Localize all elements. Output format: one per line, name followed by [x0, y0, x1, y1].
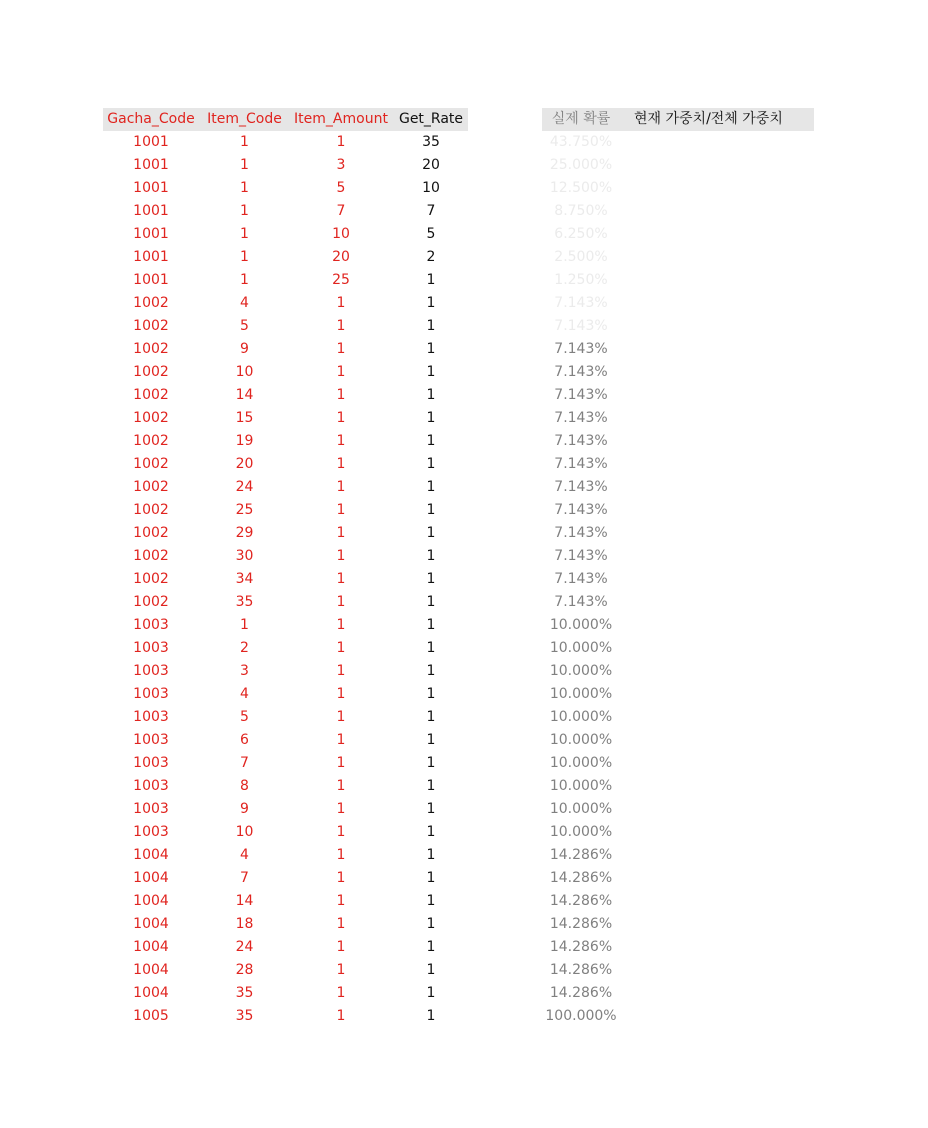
cell-item-code[interactable]: 35	[235, 985, 254, 1001]
table-row	[0, 752, 928, 775]
cell-item-amount[interactable]: 1	[336, 456, 346, 472]
cell-gacha-code[interactable]: 1001	[133, 134, 169, 150]
cell-item-amount[interactable]: 20	[332, 249, 350, 265]
cell-item-amount[interactable]: 1	[336, 571, 346, 587]
cell-item-code[interactable]: 1	[240, 272, 249, 288]
cell-item-code[interactable]: 9	[240, 801, 249, 817]
cell-real-probability[interactable]: 100.000%	[545, 1008, 617, 1024]
cell-item-code[interactable]: 35	[235, 1008, 254, 1024]
cell-item-amount[interactable]: 1	[336, 870, 346, 886]
table-row	[0, 499, 928, 522]
cell-item-amount[interactable]: 1	[336, 318, 346, 334]
table-row	[0, 867, 928, 890]
cell-real-probability[interactable]: 14.286%	[549, 847, 613, 863]
cell-get-rate[interactable]: 1	[426, 824, 436, 840]
cell-get-rate[interactable]: 1	[426, 571, 436, 587]
cell-real-probability[interactable]: 14.286%	[549, 870, 613, 886]
cell-item-amount[interactable]: 10	[332, 226, 350, 242]
header-gacha-code[interactable]: Gacha_Code	[107, 111, 195, 127]
cell-gacha-code[interactable]: 1001	[133, 157, 169, 173]
cell-real-probability[interactable]: 43.750%	[549, 134, 613, 150]
cell-item-code[interactable]: 8	[240, 778, 249, 794]
cell-real-probability[interactable]: 7.143%	[554, 341, 608, 357]
table-row	[0, 545, 928, 568]
cell-real-probability[interactable]: 14.286%	[549, 985, 613, 1001]
cell-real-probability[interactable]: 1.250%	[554, 272, 608, 288]
table-row	[0, 453, 928, 476]
cell-get-rate[interactable]: 1	[426, 893, 436, 909]
cell-item-amount[interactable]: 1	[336, 985, 346, 1001]
cell-gacha-code[interactable]: 1003	[133, 732, 169, 748]
cell-gacha-code[interactable]: 1002	[133, 295, 169, 311]
cell-gacha-code[interactable]: 1001	[133, 226, 169, 242]
cell-item-code[interactable]: 2	[240, 640, 249, 656]
cell-real-probability[interactable]: 10.000%	[549, 617, 613, 633]
cell-gacha-code[interactable]: 1004	[133, 962, 169, 978]
cell-get-rate[interactable]: 35	[422, 134, 440, 150]
cell-item-amount[interactable]: 1	[336, 847, 346, 863]
cell-get-rate[interactable]: 1	[426, 801, 436, 817]
cell-get-rate[interactable]: 1	[426, 341, 436, 357]
table-row	[0, 821, 928, 844]
table-row	[0, 775, 928, 798]
cell-item-amount[interactable]: 1	[336, 364, 346, 380]
cell-item-code[interactable]: 24	[235, 479, 254, 495]
table-row	[0, 269, 928, 292]
cell-gacha-code[interactable]: 1002	[133, 364, 169, 380]
cell-get-rate[interactable]: 1	[426, 870, 436, 886]
cell-get-rate[interactable]: 1	[426, 709, 436, 725]
cell-gacha-code[interactable]: 1001	[133, 249, 169, 265]
table-row	[0, 430, 928, 453]
cell-gacha-code[interactable]: 1003	[133, 778, 169, 794]
cell-real-probability[interactable]: 7.143%	[554, 295, 608, 311]
cell-gacha-code[interactable]: 1002	[133, 479, 169, 495]
cell-get-rate[interactable]: 1	[426, 962, 436, 978]
cell-item-code[interactable]: 30	[235, 548, 254, 564]
cell-real-probability[interactable]: 14.286%	[549, 916, 613, 932]
cell-get-rate[interactable]: 1	[426, 663, 436, 679]
cell-gacha-code[interactable]: 1002	[133, 594, 169, 610]
cell-item-amount[interactable]: 1	[336, 295, 346, 311]
table-row	[0, 246, 928, 269]
cell-item-amount[interactable]: 1	[336, 893, 346, 909]
cell-item-amount[interactable]: 1	[336, 916, 346, 932]
cell-item-amount[interactable]: 1	[336, 663, 346, 679]
cell-get-rate[interactable]: 1	[426, 640, 436, 656]
cell-real-probability[interactable]: 10.000%	[549, 778, 613, 794]
cell-real-probability[interactable]: 2.500%	[554, 249, 608, 265]
cell-item-code[interactable]: 28	[235, 962, 254, 978]
table-row	[0, 200, 928, 223]
cell-item-amount[interactable]: 1	[336, 962, 346, 978]
cell-get-rate[interactable]: 1	[426, 364, 436, 380]
cell-item-code[interactable]: 25	[235, 502, 254, 518]
table-row	[0, 223, 928, 246]
cell-item-amount[interactable]: 5	[336, 180, 346, 196]
table-row	[0, 936, 928, 959]
cell-item-code[interactable]: 6	[240, 732, 249, 748]
cell-item-code[interactable]: 5	[240, 318, 249, 334]
cell-gacha-code[interactable]: 1003	[133, 801, 169, 817]
cell-real-probability[interactable]: 14.286%	[549, 962, 613, 978]
cell-real-probability[interactable]: 7.143%	[554, 387, 608, 403]
cell-item-amount[interactable]: 1	[336, 525, 346, 541]
cell-item-code[interactable]: 10	[235, 824, 254, 840]
cell-item-code[interactable]: 20	[235, 456, 254, 472]
cell-item-code[interactable]: 7	[240, 755, 249, 771]
cell-real-probability[interactable]: 6.250%	[554, 226, 608, 242]
table-row	[0, 1005, 928, 1028]
cell-item-amount[interactable]: 1	[336, 778, 346, 794]
cell-item-amount[interactable]: 1	[336, 939, 346, 955]
cell-item-amount[interactable]: 1	[336, 755, 346, 771]
cell-item-code[interactable]: 1	[240, 157, 249, 173]
cell-gacha-code[interactable]: 1002	[133, 571, 169, 587]
cell-get-rate[interactable]: 1	[426, 318, 436, 334]
table-row	[0, 522, 928, 545]
cell-get-rate[interactable]: 1	[426, 548, 436, 564]
header-item-amount[interactable]: Item_Amount	[294, 111, 388, 127]
cell-item-amount[interactable]: 1	[336, 502, 346, 518]
cell-get-rate[interactable]: 2	[426, 249, 436, 265]
header-row	[0, 108, 928, 131]
cell-get-rate[interactable]: 1	[426, 410, 436, 426]
table-row	[0, 568, 928, 591]
cell-item-amount[interactable]: 1	[336, 410, 346, 426]
cell-real-probability[interactable]: 7.143%	[554, 318, 608, 334]
table-row	[0, 154, 928, 177]
cell-item-code[interactable]: 1	[240, 134, 249, 150]
cell-item-code[interactable]: 1	[240, 180, 249, 196]
cell-get-rate[interactable]: 1	[426, 916, 436, 932]
cell-item-code[interactable]: 18	[235, 916, 254, 932]
cell-real-probability[interactable]: 7.143%	[554, 594, 608, 610]
cell-gacha-code[interactable]: 1002	[133, 525, 169, 541]
cell-gacha-code[interactable]: 1002	[133, 318, 169, 334]
cell-real-probability[interactable]: 7.143%	[554, 410, 608, 426]
cell-get-rate[interactable]: 1	[426, 295, 436, 311]
cell-item-code[interactable]: 5	[240, 709, 249, 725]
cell-get-rate[interactable]: 5	[426, 226, 436, 242]
cell-item-code[interactable]: 1	[240, 249, 249, 265]
cell-gacha-code[interactable]: 1005	[133, 1008, 169, 1024]
cell-get-rate[interactable]: 1	[426, 525, 436, 541]
cell-item-code[interactable]: 1	[240, 617, 249, 633]
cell-real-probability[interactable]: 7.143%	[554, 571, 608, 587]
table-row	[0, 729, 928, 752]
cell-item-code[interactable]: 35	[235, 594, 254, 610]
cell-item-code[interactable]: 29	[235, 525, 254, 541]
cell-item-code[interactable]: 3	[240, 663, 249, 679]
table-row	[0, 361, 928, 384]
cell-item-code[interactable]: 9	[240, 341, 249, 357]
cell-gacha-code[interactable]: 1004	[133, 939, 169, 955]
table-row	[0, 706, 928, 729]
cell-item-amount[interactable]: 1	[336, 824, 346, 840]
table-row	[0, 614, 928, 637]
header-weight-ratio[interactable]: 현재 가중치/전체 가중치	[634, 111, 783, 127]
cell-real-probability[interactable]: 7.143%	[554, 433, 608, 449]
table-row	[0, 384, 928, 407]
cell-item-code[interactable]: 24	[235, 939, 254, 955]
cell-item-code[interactable]: 14	[235, 387, 254, 403]
cell-get-rate[interactable]: 1	[426, 617, 436, 633]
table-row	[0, 131, 928, 154]
cell-get-rate[interactable]: 1	[426, 847, 436, 863]
cell-gacha-code[interactable]: 1001	[133, 272, 169, 288]
cell-item-amount[interactable]: 1	[336, 341, 346, 357]
cell-item-amount[interactable]: 25	[332, 272, 350, 288]
cell-real-probability[interactable]: 8.750%	[554, 203, 608, 219]
cell-gacha-code[interactable]: 1004	[133, 985, 169, 1001]
cell-item-amount[interactable]: 1	[336, 479, 346, 495]
cell-item-code[interactable]: 10	[235, 364, 254, 380]
header-item-code[interactable]: Item_Code	[207, 111, 282, 127]
table-row	[0, 591, 928, 614]
cell-gacha-code[interactable]: 1002	[133, 341, 169, 357]
cell-item-amount[interactable]: 1	[336, 134, 346, 150]
cell-get-rate[interactable]: 7	[426, 203, 436, 219]
cell-gacha-code[interactable]: 1002	[133, 456, 169, 472]
cell-item-amount[interactable]: 1	[336, 387, 346, 403]
table-row	[0, 315, 928, 338]
cell-gacha-code[interactable]: 1003	[133, 686, 169, 702]
cell-real-probability[interactable]: 10.000%	[549, 686, 613, 702]
header-real-probability[interactable]: 실제 확률	[551, 111, 611, 127]
cell-gacha-code[interactable]: 1002	[133, 502, 169, 518]
cell-gacha-code[interactable]: 1002	[133, 410, 169, 426]
table-row	[0, 177, 928, 200]
cell-get-rate[interactable]: 1	[426, 387, 436, 403]
cell-gacha-code[interactable]: 1004	[133, 916, 169, 932]
table-row	[0, 683, 928, 706]
cell-item-code[interactable]: 14	[235, 893, 254, 909]
cell-gacha-code[interactable]: 1003	[133, 663, 169, 679]
table-row	[0, 407, 928, 430]
cell-real-probability[interactable]: 10.000%	[549, 640, 613, 656]
cell-get-rate[interactable]: 10	[422, 180, 440, 196]
cell-get-rate[interactable]: 1	[426, 456, 436, 472]
cell-gacha-code[interactable]: 1001	[133, 180, 169, 196]
table-row	[0, 476, 928, 499]
cell-get-rate[interactable]: 1	[426, 732, 436, 748]
cell-get-rate[interactable]: 1	[426, 479, 436, 495]
cell-get-rate[interactable]: 1	[426, 755, 436, 771]
cell-item-amount[interactable]: 1	[336, 548, 346, 564]
cell-gacha-code[interactable]: 1003	[133, 640, 169, 656]
cell-real-probability[interactable]: 10.000%	[549, 732, 613, 748]
table-row	[0, 890, 928, 913]
cell-get-rate[interactable]: 1	[426, 985, 436, 1001]
cell-gacha-code[interactable]: 1001	[133, 203, 169, 219]
cell-item-code[interactable]: 1	[240, 203, 249, 219]
table-row	[0, 798, 928, 821]
cell-get-rate[interactable]: 1	[426, 1008, 436, 1024]
cell-item-amount[interactable]: 1	[336, 617, 346, 633]
cell-item-amount[interactable]: 1	[336, 594, 346, 610]
cell-real-probability[interactable]: 10.000%	[549, 801, 613, 817]
cell-real-probability[interactable]: 10.000%	[549, 755, 613, 771]
cell-real-probability[interactable]: 10.000%	[549, 824, 613, 840]
table-row	[0, 637, 928, 660]
cell-get-rate[interactable]: 1	[426, 939, 436, 955]
cell-item-amount[interactable]: 7	[336, 203, 346, 219]
table-row	[0, 959, 928, 982]
cell-get-rate[interactable]: 1	[426, 502, 436, 518]
cell-item-code[interactable]: 7	[240, 870, 249, 886]
cell-item-code[interactable]: 15	[235, 410, 254, 426]
cell-item-code[interactable]: 4	[240, 686, 249, 702]
cell-item-code[interactable]: 4	[240, 295, 249, 311]
cell-real-probability[interactable]: 7.143%	[554, 502, 608, 518]
cell-item-code[interactable]: 4	[240, 847, 249, 863]
header-get-rate[interactable]: Get_Rate	[398, 111, 464, 127]
cell-real-probability[interactable]: 7.143%	[554, 525, 608, 541]
cell-item-amount[interactable]: 1	[336, 732, 346, 748]
cell-gacha-code[interactable]: 1002	[133, 548, 169, 564]
cell-get-rate[interactable]: 1	[426, 272, 436, 288]
cell-item-amount[interactable]: 1	[336, 1008, 346, 1024]
cell-real-probability[interactable]: 7.143%	[554, 548, 608, 564]
cell-gacha-code[interactable]: 1003	[133, 755, 169, 771]
cell-real-probability[interactable]: 10.000%	[549, 709, 613, 725]
cell-gacha-code[interactable]: 1003	[133, 824, 169, 840]
cell-real-probability[interactable]: 12.500%	[549, 180, 613, 196]
table-row	[0, 913, 928, 936]
cell-real-probability[interactable]: 14.286%	[549, 893, 613, 909]
cell-gacha-code[interactable]: 1004	[133, 893, 169, 909]
cell-get-rate[interactable]: 1	[426, 686, 436, 702]
cell-gacha-code[interactable]: 1003	[133, 617, 169, 633]
table-row	[0, 660, 928, 683]
cell-real-probability[interactable]: 25.000%	[549, 157, 613, 173]
cell-get-rate[interactable]: 1	[426, 433, 436, 449]
cell-item-amount[interactable]: 1	[336, 686, 346, 702]
cell-item-code[interactable]: 1	[240, 226, 249, 242]
cell-real-probability[interactable]: 10.000%	[549, 663, 613, 679]
cell-item-amount[interactable]: 1	[336, 709, 346, 725]
cell-get-rate[interactable]: 1	[426, 594, 436, 610]
cell-item-code[interactable]: 19	[235, 433, 254, 449]
cell-gacha-code[interactable]: 1002	[133, 387, 169, 403]
cell-item-amount[interactable]: 1	[336, 640, 346, 656]
table-row	[0, 338, 928, 361]
cell-item-amount[interactable]: 3	[336, 157, 346, 173]
cell-real-probability[interactable]: 7.143%	[554, 479, 608, 495]
cell-get-rate[interactable]: 1	[426, 778, 436, 794]
cell-gacha-code[interactable]: 1004	[133, 870, 169, 886]
cell-get-rate[interactable]: 20	[422, 157, 440, 173]
cell-gacha-code[interactable]: 1004	[133, 847, 169, 863]
cell-gacha-code[interactable]: 1003	[133, 709, 169, 725]
cell-real-probability[interactable]: 14.286%	[549, 939, 613, 955]
table-row	[0, 292, 928, 315]
cell-item-amount[interactable]: 1	[336, 801, 346, 817]
cell-real-probability[interactable]: 7.143%	[554, 456, 608, 472]
cell-item-code[interactable]: 34	[235, 571, 254, 587]
table-row	[0, 844, 928, 867]
table-row	[0, 982, 928, 1005]
cell-real-probability[interactable]: 7.143%	[554, 364, 608, 380]
cell-gacha-code[interactable]: 1002	[133, 433, 169, 449]
cell-item-amount[interactable]: 1	[336, 433, 346, 449]
